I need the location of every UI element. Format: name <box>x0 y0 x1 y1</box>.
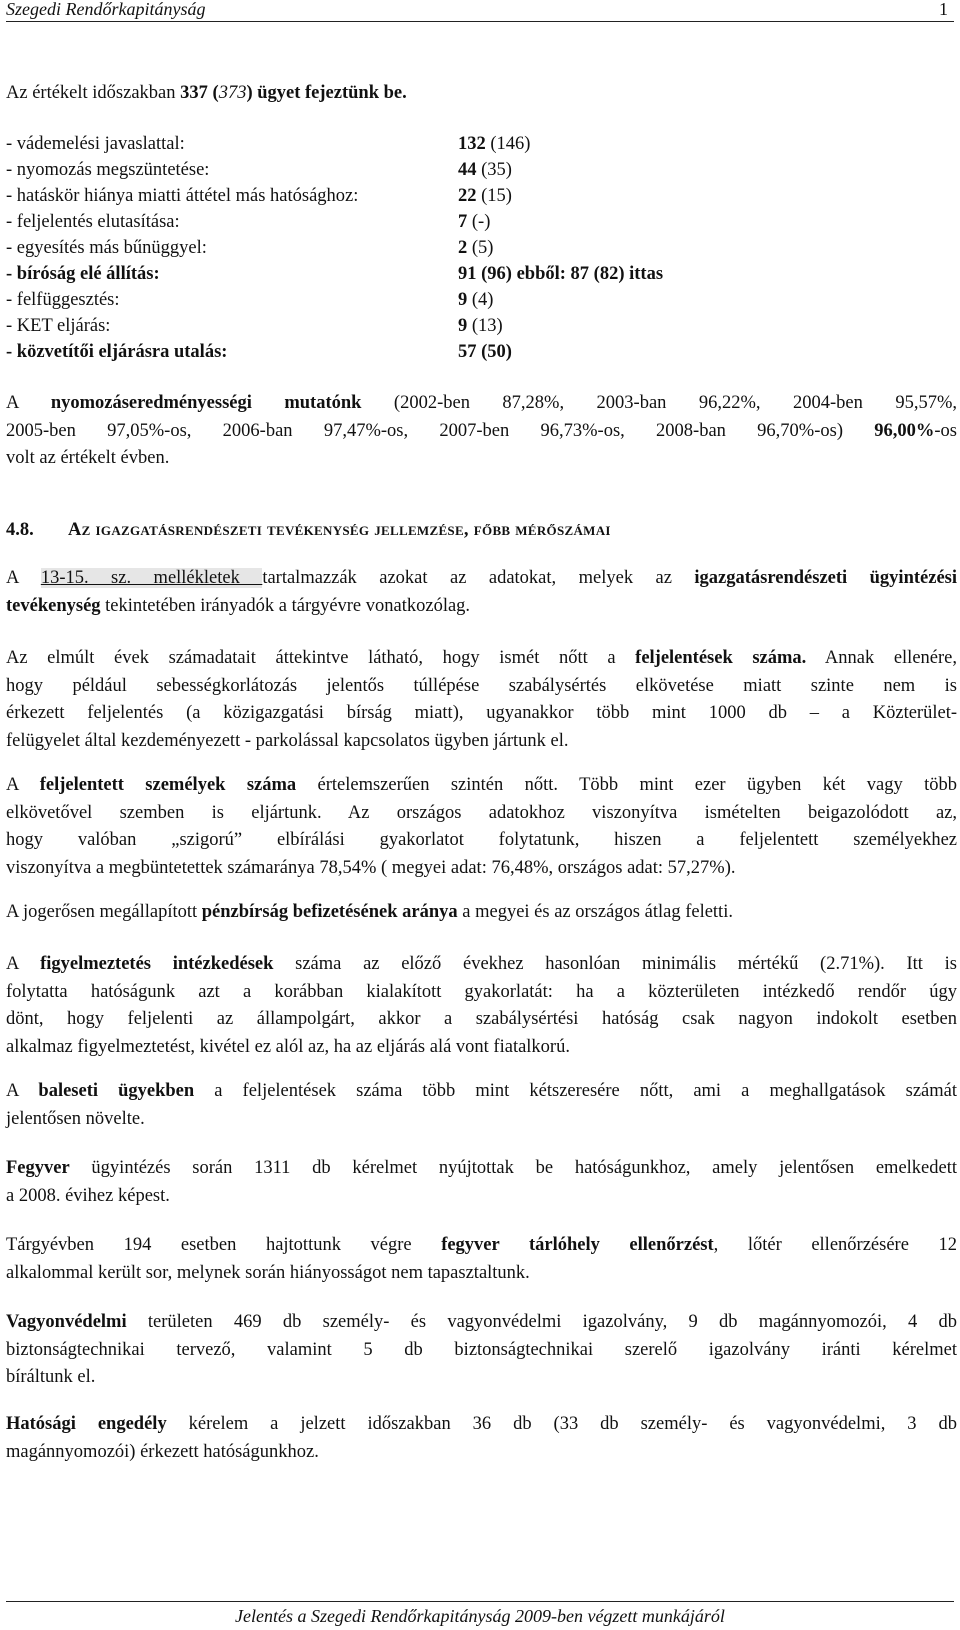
closure-label: - bíróság elé állítás: <box>6 264 160 284</box>
closure-label: - feljelentés elutasítása: <box>6 212 180 232</box>
closure-label: - hatáskör hiánya miatti áttétel más hatósághoz: <box>6 186 359 206</box>
birsag-paragraph: A jogerősen megállapított pénzbírság befizetésének aránya a megyei és az országos átlag feletti. <box>6 902 733 922</box>
mellek-paragraph: A 13-15. sz. mellékletek tartalmazzák azokat az adatokat, melyek az igazgatásrendészeti ügyintézési tevékenység tekintetében irányadók a tárgyévre vonatkozólag. <box>6 568 957 616</box>
intro-paragraph: Az értékelt időszakban 337 (373) ügyet fejeztünk be. <box>6 83 407 103</box>
elmult-paragraph: Az elmúlt évek számadatait áttekintve látható, hogy ismét nőtt a feljelentések száma. Annak ellenére, hogy például sebességkorlátozás jelentős túllépése szabálysértés elkövetése miatt szinte nem is érkezett feljelentés (a közigazgatási bírság miatt), ugyanakkor több mint 1000 db – a Közterület- felügyelet által kezdeményezett - parkolással kapcsolatos ügyben jártunk el. <box>6 648 957 751</box>
szemelyek-paragraph: A feljelentett személyek száma értelemszerűen szintén nőtt. Több mint ezer ügyben két vagy több elkövetővel szemben is eljártunk. Az országos adatokhoz viszonyítva ismételten beigazolódott az, hogy valóban „szigorú” elbírálási gyakorlatot folytatunk, hiszen a feljelentett személyekhez viszonyítva a megbüntetettek számaránya 78,54% ( megyei adat: 76,48%, országos adat: 57,27%). <box>6 775 957 878</box>
section-number: 4.8. <box>6 520 34 540</box>
figyelmeztetes-paragraph: A figyelmeztetés intézkedések száma az előző évekhez hasonlóan minimális mértékű (2.71%). Itt is folytatta hatóságunk azt a korábban kialakított gyakorlatát: ha a közterületen intézkedő rendőr úgy dönt, hogy feljelenti az állampolgárt, akkor a szabálysértési hatóság csak nagyon indokolt esetben alkalmaz figyelmeztetést, kivétel ez alól az, ha az eljárás alá vont fiatalkorú. <box>6 954 957 1057</box>
closure-value: 44 (35) <box>458 160 512 180</box>
section-heading <box>6 517 957 545</box>
fegyver-paragraph: Fegyver ügyintézés során 1311 db kérelmet nyújtottak be hatóságunkhoz, amely jelentősen emelkedett a 2008. évihez képest. <box>6 1158 957 1206</box>
closure-value: 9 (13) <box>458 316 503 336</box>
closure-value: 9 (4) <box>458 290 494 310</box>
closure-label: - felfüggesztés: <box>6 290 120 310</box>
baleseti-paragraph: A baleseti ügyekben a feljelentések száma több mint kétszeresére nőtt, ami a meghallgatások számát jelentősen növelte. <box>6 1081 957 1129</box>
header-title: Szegedi Rendőrkapitányság <box>6 0 206 19</box>
closure-value: 132 (146) <box>458 134 531 154</box>
engedely-paragraph: Hatósági engedély kérelem a jelzett időszakban 36 db (33 db személy- és vagyonvédelmi, 3 db magánnyomozói) érkezett hatóságunkhoz. <box>6 1414 957 1462</box>
closure-label: - nyomozás megszüntetése: <box>6 160 210 180</box>
closure-value: 91 (96) ebből: 87 (82) ittas <box>458 264 664 284</box>
tarolo-paragraph: Tárgyévben 194 esetben hajtottunk végre fegyver tárlóhely ellenőrzést, lőtér ellenőrzésére 12 alkalommal került sor, melynek során hiányosságot nem tapasztaltunk. <box>6 1235 957 1283</box>
closure-label: - egyesítés más bűnüggyel: <box>6 238 207 258</box>
closure-value: 22 (15) <box>458 186 512 206</box>
closure-label: - KET eljárás: <box>6 316 111 336</box>
section-title: Az igazgatásrendészeti tevékenység jellemzése, főbb mérőszámai <box>68 520 611 540</box>
page-header <box>6 0 954 22</box>
vagyonvedelmi-paragraph: Vagyonvédelmi területen 469 db személy- és vagyonvédelmi igazolvány, 9 db magánnyomozói, 4 db biztonságtechnikai tervező, valamint 5 db biztonságtechnikai szerelő igazolvány iránti kérelmet bíráltunk el. <box>6 1312 957 1387</box>
mutato-paragraph: A nyomozáseredményességi mutatónk (2002-ben 87,28%, 2003-ban 96,22%, 2004-ben 95,57%, 2005-ben 97,05%-os, 2006-ban 97,47%-os, 2007-ben 96,73%-os, 2008-ban 96,70%-os) 96,00%-os volt az értékelt évben. <box>6 393 958 468</box>
closure-value: 2 (5) <box>458 238 494 258</box>
closure-value: 57 (50) <box>458 342 512 362</box>
annex-link[interactable]: 13-15. sz. mellékletek <box>40 568 263 588</box>
closure-label: - vádemelési javaslattal: <box>6 134 185 154</box>
closure-value: 7 (-) <box>458 212 491 232</box>
page-footer: Jelentés a Szegedi Rendőrkapitányság 2009-ben végzett munkájáról <box>6 1601 954 1627</box>
closure-label: - közvetítői eljárásra utalás: <box>6 342 228 362</box>
page-number: 1 <box>939 0 948 19</box>
